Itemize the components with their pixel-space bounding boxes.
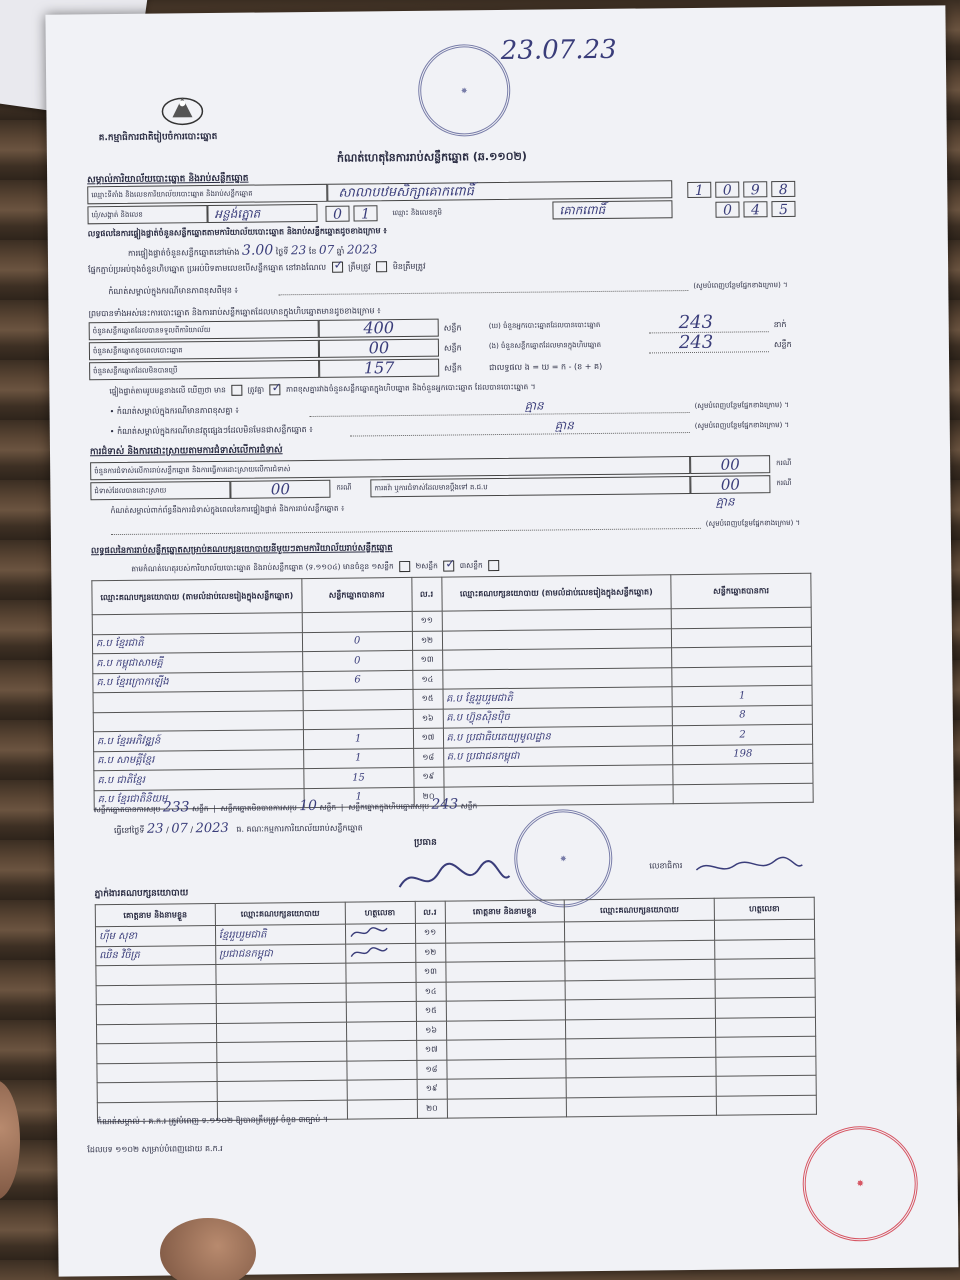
- verify-line: ផ្ទៀងផ្ទាត់តាមរូបមន្តខាងលើ ឃើញថា មាន ត្រូវគ្នា ✓ ភាពខុសគ្នារវាងចំនួនសន្លឹកឆ្នោតក្នុងហិបឆ្នោត និងចំនួនអ្នកបោះឆ្នោត ដែលបានបោះឆ្នោត ។: [109, 380, 536, 396]
- row-number: ១៤: [412, 670, 442, 690]
- agent-signature-right[interactable]: [715, 997, 815, 1018]
- location-digit-1[interactable]: 1: [687, 182, 711, 198]
- president-label: ប្រធាន: [414, 837, 437, 848]
- agent-signature-right[interactable]: [715, 939, 815, 960]
- agent-signature-left[interactable]: [346, 1021, 416, 1041]
- count-d-label: (ឃ) ចំនួនអ្នកបោះឆ្នោតដែលបានបោះឆ្នោត: [488, 320, 601, 331]
- agent-party-right[interactable]: [566, 1037, 716, 1058]
- agent-name-left[interactable]: [97, 1062, 217, 1083]
- agent-name-right[interactable]: [446, 1019, 566, 1040]
- section-3-note-tail: (សូមបំពេញបន្ថែមផ្នែកខាងក្រោម) ។: [705, 518, 801, 528]
- count-e-unit: សន្លឹក: [773, 339, 792, 350]
- party-votes-right[interactable]: [673, 783, 813, 804]
- note-a-label: • កំណត់សម្គាល់ក្នុងករណីមានភាពខុសគ្នា ៖: [109, 405, 239, 417]
- agent-party-right[interactable]: [566, 998, 716, 1019]
- sign-date-day[interactable]: 23: [146, 821, 164, 837]
- party-votes-left[interactable]: [303, 689, 413, 710]
- party-results-table: [91, 573, 813, 811]
- agent-row-number: ១១: [415, 923, 445, 943]
- agent-party-left[interactable]: [217, 1041, 347, 1062]
- note-b-value[interactable]: គ្មាន: [554, 418, 574, 433]
- col-votes-left: សន្លឹកឆ្នោតបានការ: [302, 577, 412, 612]
- agent-name-right[interactable]: [446, 980, 566, 1001]
- seal-correct-checkbox[interactable]: ✓: [333, 257, 344, 272]
- party-name-right[interactable]: [442, 609, 672, 631]
- count-b-label: ចំនួនសន្លឹកឆ្នោតខូចពេលបោះឆ្នោត: [89, 340, 319, 360]
- count-c-label: ចំនួនសន្លឹកឆ្នោតដែលមិនបានប្រើ: [89, 360, 319, 380]
- agent-name-right[interactable]: [445, 941, 565, 962]
- agent-signature-left[interactable]: [345, 943, 415, 963]
- agent-name-right[interactable]: [447, 1097, 567, 1118]
- row-number: ១៣: [412, 650, 442, 670]
- party-votes-left[interactable]: 0: [302, 631, 412, 652]
- party-name-left[interactable]: [93, 691, 303, 713]
- agent-signature-left[interactable]: [346, 1040, 416, 1060]
- count-e-dots: [649, 351, 769, 353]
- party-votes-right[interactable]: 8: [672, 705, 812, 726]
- count-c-value[interactable]: 157: [319, 359, 439, 378]
- party-name-left[interactable]: [92, 613, 302, 635]
- party-votes-left[interactable]: 1: [303, 748, 413, 769]
- agent-signature-left[interactable]: [347, 1099, 417, 1119]
- agent-party-right[interactable]: [566, 1018, 716, 1039]
- committee-name: គ.កម្មាធិការជាតិរៀបចំការបោះឆ្នោត: [98, 131, 218, 144]
- section-2-subhead: ព្រមបានទាំងអស់នេះការបោះឆ្នោត និងការរាប់សន្លឹកឆ្នោតដែលមានក្នុងហិបឆ្នោតមានដូចខាងក្រោម ៖: [88, 306, 381, 319]
- objection-count-value[interactable]: 00: [690, 455, 770, 474]
- agent-col-name-right: គោត្តនាម និងនាមខ្លួន: [445, 900, 565, 923]
- party-name-right[interactable]: គ.ប ប្រជាធិបតេយ្យមូលដ្ឋាន: [443, 726, 673, 748]
- agent-name-left[interactable]: [97, 1043, 217, 1064]
- sheets-1-checkbox[interactable]: [399, 561, 410, 572]
- handwritten-date: 23.07.23: [500, 34, 617, 66]
- commune-digit-2[interactable]: 1: [353, 205, 377, 221]
- party-votes-right[interactable]: 198: [673, 744, 813, 765]
- sheets-2-checkbox[interactable]: ✓: [445, 556, 456, 571]
- agent-name-left[interactable]: [97, 1082, 217, 1103]
- count-d-unit: នាក់: [773, 320, 787, 330]
- location-digit-2[interactable]: 0: [715, 181, 739, 197]
- section-2-note-label: កំណត់សម្គាល់ក្នុងករណីមានភាពខុសពីមុន ៖: [108, 285, 239, 297]
- agent-signature-right[interactable]: [716, 1075, 816, 1096]
- agent-party-left[interactable]: [216, 963, 346, 984]
- agent-party-right[interactable]: [565, 959, 715, 980]
- location-digit-3[interactable]: 9: [743, 181, 767, 197]
- agent-col-party-right: ឈ្មោះគណបក្សនយោបាយ: [565, 898, 715, 922]
- agent-col-sign-right: ហត្ថលេខា: [714, 897, 814, 920]
- nec-emblem-icon: [156, 89, 208, 128]
- agent-party-left[interactable]: ខ្មែររួបរួមជាតិ: [215, 924, 345, 945]
- party-name-left[interactable]: គ.ប ខ្មែរអភិវឌ្ឍន៍: [93, 730, 303, 752]
- section-2-title: លទ្ធផលនៃការផ្ទៀងផ្ទាត់ចំនួនសន្លឹកឆ្នោតតាមការិយាល័យបោះឆ្នោត និងរាប់សន្លឹកឆ្នោតដូចខាងក្រោម ៖: [87, 226, 387, 239]
- section-3-note-label: កំណត់សម្គាល់ពាក់ព័ន្ធនឹងការជំទាស់ក្នុងពេលនៃការផ្ទៀងផ្ទាត់ និងការរាប់សន្លឹកឆ្នោត ៖: [110, 503, 345, 516]
- agent-col-no: ល.រ: [415, 901, 445, 923]
- village-digit-3[interactable]: 5: [771, 201, 795, 217]
- count-e-label: (ង) ចំនួនសន្លឹកឆ្នោតដែលមានក្នុងហិបឆ្នោត: [488, 340, 602, 351]
- agent-party-right[interactable]: [566, 1076, 716, 1097]
- row-number: ១៩: [413, 767, 443, 787]
- agent-name-right[interactable]: [446, 1039, 566, 1060]
- count-time[interactable]: 3.00: [241, 242, 274, 259]
- agent-name-left[interactable]: [96, 984, 216, 1005]
- sheets-3-checkbox[interactable]: [488, 560, 499, 571]
- footer-form-note: ដែលបទ ១១០២ សម្រាប់បំពេញដោយ គ.ក.រ: [87, 1143, 223, 1155]
- id-row1-label-box: ឈ្មោះទីតាំង និងលេខការិយាល័យបោះឆ្នោត និងរាប់សន្លឹកឆ្នោត: [87, 184, 327, 205]
- count-a-label: ចំនួនសន្លឹកឆ្នោតដែលបានទទួលពីការិយាល័យ: [89, 320, 319, 340]
- objection-count-label: ចំនួនការជំទាស់លើការរាប់សន្លឹកឆ្នោត និងការធ្វើការដោះស្រាយលើការជំទាស់: [90, 456, 690, 480]
- signing-date-row: ធ្វើនៅថ្ងៃទី 23 / 07 / 2023 ធ. គណៈកម្មការការិយាល័យរាប់សន្លឹកឆ្នោត: [113, 820, 363, 837]
- party-name-left[interactable]: គ.ប ខ្មែរជាតិនិយម: [94, 788, 304, 810]
- location-name-field[interactable]: សាលាបឋមសិក្សាគោកពោធិ៍: [327, 180, 672, 202]
- row-number: ១៨: [413, 748, 443, 768]
- agent-name-right[interactable]: [446, 1058, 566, 1079]
- agent-row-number: ២០: [417, 1099, 447, 1119]
- party-name-right[interactable]: [442, 648, 672, 670]
- count-c-unit: សន្លឹក: [444, 363, 462, 373]
- agent-name-left[interactable]: [96, 965, 216, 986]
- party-name-left[interactable]: គ.ប ខ្មែរជាតិ: [92, 632, 302, 654]
- agent-row-number: ១២: [415, 943, 445, 963]
- resolved-unit: ករណី: [336, 483, 352, 492]
- party-name-right[interactable]: [442, 667, 672, 689]
- section-3-note-value[interactable]: គ្មាន: [715, 494, 735, 509]
- village-label: ឈ្មោះ និងលេខភូមិ: [392, 208, 442, 218]
- agent-row-number: ១៣: [415, 962, 445, 982]
- party-name-right[interactable]: គ.ប ហ៊្វុនស៊ិនប៉ិច: [443, 706, 673, 728]
- village-name-field[interactable]: គោកពោធិ៍: [552, 200, 672, 219]
- agent-col-name-left: គោត្តនាម និងនាមខ្លួន: [95, 904, 215, 927]
- agent-party-left[interactable]: [216, 983, 346, 1004]
- agent-party-left[interactable]: [216, 1022, 346, 1043]
- section-4-intro: តាមកំណត់ហេតុរបស់ការិយាល័យបោះឆ្នោត និងរាប់សន្លឹកឆ្នោត (ទ.១១០៤) មានចំនួន ១សន្លឹក ២សន្លឹក ✓ ៣សន្លឹក: [131, 560, 502, 575]
- id-row2-label-box: ឃុំ/សង្កាត់ និងលេខ: [87, 205, 207, 224]
- party-votes-right[interactable]: 1: [672, 685, 812, 706]
- section-2-intro: ការផ្ទៀងផ្ទាត់ចំនួនសន្លឹកឆ្នោតនៅម៉ោង 3.00 ថ្ងៃទី 23 ខែ 07 ឆ្នាំ 2023: [127, 242, 378, 259]
- party-votes-left[interactable]: [302, 611, 412, 632]
- secretary-label: លេខាធិការ: [649, 861, 683, 871]
- agent-signature-left[interactable]: [347, 1079, 417, 1099]
- party-votes-right[interactable]: [672, 646, 812, 667]
- agent-signature-right[interactable]: [715, 958, 815, 979]
- total-in-box[interactable]: 243: [431, 796, 459, 813]
- sign-date-month[interactable]: 07: [171, 821, 188, 837]
- commune-digit-1[interactable]: 0: [325, 206, 349, 222]
- col-party-right: ឈ្មោះគណបក្សនយោបាយ (តាមលំដាប់លេខរៀងក្នុងសន្លឹកឆ្នោត): [441, 575, 671, 611]
- village-digit-1[interactable]: 0: [715, 201, 739, 217]
- agent-row-number: ១៤: [416, 982, 446, 1002]
- blue-official-stamp-top: ✸: [418, 44, 511, 137]
- col-no: ល.រ: [411, 577, 441, 611]
- party-votes-left[interactable]: 6: [302, 670, 412, 691]
- thumb-bottom: [160, 1218, 256, 1280]
- agent-party-right[interactable]: [566, 1057, 716, 1078]
- agent-signature-left[interactable]: [346, 1001, 416, 1021]
- party-votes-right[interactable]: [672, 666, 812, 687]
- count-e-value[interactable]: 243: [678, 331, 714, 354]
- agent-signature-right[interactable]: [716, 1036, 816, 1057]
- agent-row-number: ១៩: [417, 1079, 447, 1099]
- total-invalid[interactable]: 10: [299, 797, 318, 815]
- seal-incorrect-checkbox[interactable]: [376, 261, 387, 272]
- section-2-note-field[interactable]: [278, 290, 688, 295]
- party-name-right[interactable]: [444, 784, 674, 806]
- resolved-label: ជំទាស់ដែលបានដោះស្រាយ: [90, 481, 230, 500]
- agent-party-left[interactable]: [217, 1061, 347, 1082]
- agent-col-party-left: ឈ្មោះគណបក្សនយោបាយ: [215, 902, 345, 925]
- agent-party-right[interactable]: [565, 979, 715, 1000]
- row-number: ១៥: [413, 689, 443, 709]
- party-votes-left[interactable]: 1: [303, 728, 413, 749]
- note-b-field[interactable]: [350, 432, 690, 437]
- party-votes-right[interactable]: 2: [673, 724, 813, 745]
- note-b-tail: (សូមបំពេញបន្ថែមផ្នែកខាងក្រោម) ។: [694, 420, 790, 430]
- footer-note: កំណត់សម្គាល់ ៖ គ.ក.រ ត្រូវបំពេញ ទ.១១០២ ឱ្យបានត្រឹមត្រូវ ចំនួន ៣ច្បាប់ ។: [96, 1114, 329, 1127]
- agent-name-right[interactable]: [445, 961, 565, 982]
- section-1-title: សម្គាល់ការិយាល័យបោះឆ្នោត និងរាប់សន្លឹកឆ្នោត: [87, 173, 249, 186]
- agent-row-number: ១៦: [416, 1021, 446, 1041]
- appeal-value[interactable]: 00: [690, 475, 770, 494]
- section-3-title: ការជំទាស់ និងការដោះស្រាយតាមការជំទាស់លើការជំទាស់: [89, 445, 283, 458]
- resolved-value[interactable]: 00: [230, 480, 330, 499]
- party-votes-right[interactable]: [672, 627, 812, 648]
- agent-signature-left[interactable]: [346, 1060, 416, 1080]
- objection-count-unit: ករណី: [776, 458, 792, 468]
- agent-signature-left[interactable]: [345, 962, 415, 982]
- election-count-form-sheet: [45, 5, 958, 1276]
- agent-name-right[interactable]: [445, 922, 565, 943]
- count-a-unit: សន្លឹក: [443, 323, 462, 333]
- agent-party-left[interactable]: [216, 1002, 346, 1023]
- party-name-right[interactable]: [443, 765, 673, 787]
- party-name-right[interactable]: គ.ប ប្រជាជនកម្ពុជា: [443, 745, 673, 767]
- party-name-right[interactable]: គ.ប ខ្មែររួបរួមជាតិ: [443, 687, 673, 709]
- agent-name-right[interactable]: [446, 1000, 566, 1021]
- agent-row-number: ១៨: [416, 1060, 446, 1080]
- party-name-left[interactable]: គ.ប សាមគ្គីខ្មែរ: [94, 749, 304, 771]
- party-votes-left[interactable]: 1: [304, 787, 414, 808]
- row-number: ១២: [412, 631, 442, 651]
- party-name-left[interactable]: គ.ប ជាតិខ្មែរ: [94, 769, 304, 791]
- agent-name-left[interactable]: [96, 1023, 216, 1044]
- commune-name-field[interactable]: អន្លង់ត្នោត: [207, 204, 317, 223]
- count-date-year[interactable]: 2023: [346, 242, 378, 257]
- col-votes-right: សន្លឹកឆ្នោតបានការ: [671, 573, 811, 608]
- appeal-unit: ករណី: [776, 478, 792, 488]
- count-b-value[interactable]: 00: [319, 339, 439, 358]
- agent-name-right[interactable]: [447, 1078, 567, 1099]
- row-number: ១៦: [413, 709, 443, 729]
- location-digit-4[interactable]: 8: [771, 181, 795, 197]
- party-votes-left[interactable]: 0: [302, 650, 412, 671]
- red-official-stamp: ✸: [802, 1126, 918, 1242]
- agent-signature-right[interactable]: [716, 1017, 816, 1038]
- section-4-title: លទ្ធផលនៃការរាប់សន្លឹកឆ្នោតសម្រាប់គណបក្សនយោបាយនីមួយៗតាមការិយាល័យរាប់សន្លឹកឆ្នោត: [90, 543, 393, 557]
- section-2-note-tail: (សូមបំពេញបន្ថែមផ្នែកខាងក្រោម) ។: [693, 280, 788, 290]
- agent-party-left[interactable]: ប្រជាជនកម្ពុជា: [215, 944, 345, 965]
- agent-signature-left[interactable]: [346, 982, 416, 1002]
- appeal-label: ការតវ៉ា ឬការជំទាស់ដែលមានប្តឹងទៅ គ.ជ.ប: [370, 476, 690, 497]
- note-a-field[interactable]: [310, 412, 690, 417]
- section-5-title: ភ្នាក់ងារគណបក្សនយោបាយ: [94, 888, 189, 900]
- party-name-left[interactable]: គ.ប កម្ពុជាសាមគ្គី: [93, 652, 303, 674]
- count-b-unit: សន្លឹក: [443, 343, 462, 353]
- agent-party-right[interactable]: [565, 920, 715, 941]
- party-name-left[interactable]: គ.ប ខ្មែរក្រោកឡើង: [93, 671, 303, 693]
- agent-party-right[interactable]: [567, 1096, 717, 1117]
- party-name-right[interactable]: [442, 628, 672, 650]
- agent-signature-right[interactable]: [715, 919, 815, 940]
- col-party-left: ឈ្មោះគណបក្សនយោបាយ (តាមលំដាប់លេខរៀងក្នុងសន្លឹកឆ្នោត): [92, 579, 302, 615]
- agent-name-left[interactable]: ហ៊ីម សុខា: [95, 926, 215, 947]
- form-title: កំណត់ហេតុនៃការរាប់សន្លឹកឆ្នោត (ឆ.១១០២): [336, 149, 527, 165]
- section-2-intro-2: ផ្នែកភ្ជាប់ប្រអប់ចុងចំនួនហិបឆ្នោត ប្រអប់បិទតាមលេខបើសន្លឹកឆ្នោត នៅរាងណែល ✓ ត្រឹមត្រូវ មិនត្រឹមត្រូវ: [88, 257, 426, 275]
- party-name-left[interactable]: [93, 710, 303, 732]
- agent-party-left[interactable]: [217, 1080, 347, 1101]
- party-votes-right[interactable]: [673, 763, 813, 784]
- section-3-note-field[interactable]: [111, 528, 701, 535]
- note-a-tail: (សូមបំពេញបន្ថែមផ្នែកខាងក្រោម) ។: [694, 400, 789, 410]
- row-number: ១១: [412, 611, 442, 631]
- note-a-value[interactable]: គ្មាន: [524, 398, 544, 413]
- verify-match-checkbox[interactable]: [231, 385, 242, 396]
- agent-name-left[interactable]: [96, 1004, 216, 1025]
- count-a-value[interactable]: 400: [319, 319, 439, 338]
- agent-signature-left[interactable]: [345, 923, 415, 943]
- count-date-month[interactable]: 07: [318, 242, 335, 257]
- party-votes-right[interactable]: [671, 607, 811, 628]
- agent-row-number: ១៧: [416, 1040, 446, 1060]
- agent-row-number: ១៥: [416, 1001, 446, 1021]
- count-d-value[interactable]: 243: [678, 311, 714, 334]
- verify-mismatch-checkbox[interactable]: ✓: [271, 380, 282, 395]
- agent-party-right[interactable]: [565, 940, 715, 961]
- totals-row: សន្លឹកឆ្នោតបានការសរុប 233 សន្លឹក | សន្លឹកឆ្នោតមិនបានការសរុប 10 សន្លឹក | សន្លឹកឆ្នោតក្នុងហិបឆ្នោតសរុប 243 សន្លឹក: [93, 796, 478, 816]
- agent-signature-right[interactable]: [715, 978, 815, 999]
- party-votes-left[interactable]: [303, 709, 413, 730]
- village-digit-2[interactable]: 4: [743, 201, 767, 217]
- agent-signature-right[interactable]: [716, 1056, 816, 1077]
- row-number: ១៧: [413, 728, 443, 748]
- sign-date-year[interactable]: 2023: [195, 820, 229, 837]
- party-agents-table: [95, 897, 817, 1123]
- secretary-signature: [694, 855, 804, 881]
- total-valid[interactable]: 233: [162, 799, 190, 816]
- note-b-label: • កំណត់សម្គាល់ក្នុងករណីមានវត្ថុផ្សេងៗដែលមិនមែនជាសន្លឹកឆ្នោត ៖: [109, 424, 313, 437]
- blue-official-stamp-middle: ✸: [514, 809, 613, 908]
- agent-signature-right[interactable]: [716, 1095, 816, 1116]
- row-number: ២០: [414, 787, 444, 807]
- count-date-day[interactable]: 23: [290, 243, 307, 258]
- agent-name-left[interactable]: ឈិន វិចិត្រ: [96, 945, 216, 966]
- count-formula: ជាលទ្ធផល ង = ឃ = ក - (ខ + គ): [489, 361, 603, 373]
- agent-col-sign-left: ហត្ថលេខា: [345, 901, 415, 924]
- party-votes-left[interactable]: 15: [304, 767, 414, 788]
